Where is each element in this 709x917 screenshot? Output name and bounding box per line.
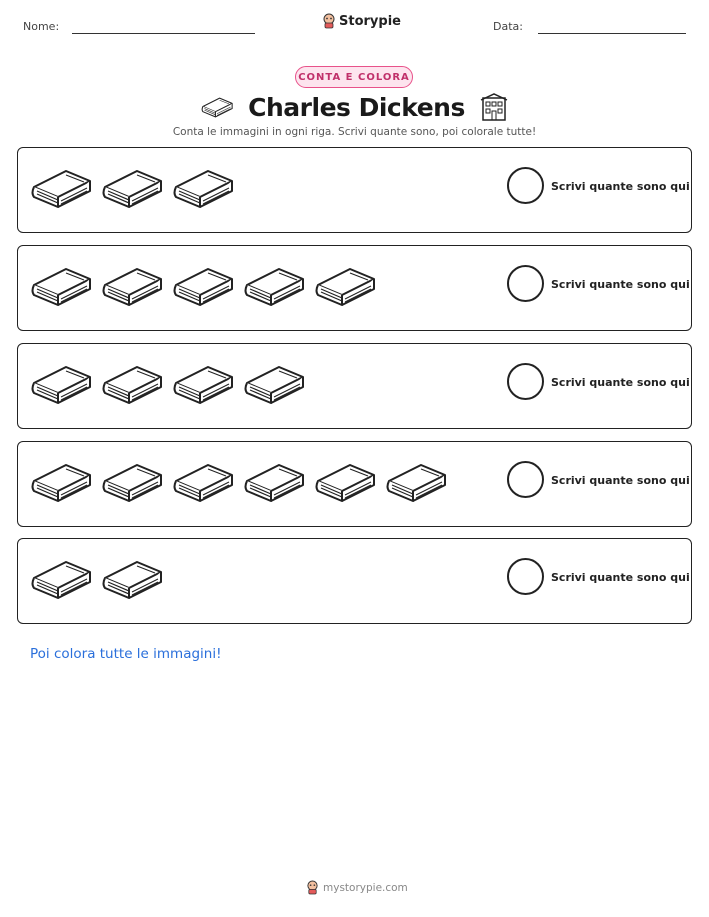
name-line[interactable] bbox=[72, 33, 255, 34]
instructions: Conta le immagini in ogni riga. Scrivi quante sono, poi colorale tutte! bbox=[172, 126, 537, 138]
answer-label: Scrivi quante sono qui bbox=[551, 571, 690, 584]
book-group bbox=[30, 263, 376, 309]
book-icon[interactable] bbox=[101, 263, 163, 309]
book-icon[interactable] bbox=[30, 361, 92, 407]
page-title: Charles Dickens bbox=[248, 92, 465, 122]
book-icon[interactable] bbox=[172, 459, 234, 505]
answer-circle[interactable] bbox=[507, 558, 544, 595]
book-icon[interactable] bbox=[101, 556, 163, 602]
site-url: mystorypie.com bbox=[323, 881, 408, 894]
book-icon[interactable] bbox=[30, 263, 92, 309]
book-group bbox=[30, 459, 447, 505]
book-icon[interactable] bbox=[172, 361, 234, 407]
book-icon[interactable] bbox=[385, 459, 447, 505]
book-icon[interactable] bbox=[243, 361, 305, 407]
answer-label: Scrivi quante sono qui bbox=[551, 376, 690, 389]
building-icon bbox=[479, 92, 509, 122]
name-label: Nome: bbox=[23, 20, 60, 33]
book-icon[interactable] bbox=[30, 556, 92, 602]
answer-label: Scrivi quante sono qui bbox=[551, 180, 690, 193]
book-group bbox=[30, 556, 163, 602]
count-row bbox=[17, 343, 692, 429]
count-row bbox=[17, 147, 692, 233]
brand-name: Storypie bbox=[339, 13, 401, 29]
book-icon[interactable] bbox=[101, 165, 163, 211]
mascot-icon bbox=[306, 880, 319, 895]
date-label: Data: bbox=[493, 20, 523, 33]
book-group bbox=[30, 361, 305, 407]
book-icon bbox=[200, 95, 234, 119]
answer-circle[interactable] bbox=[507, 167, 544, 204]
book-icon[interactable] bbox=[30, 165, 92, 211]
book-icon[interactable] bbox=[172, 165, 234, 211]
book-icon[interactable] bbox=[314, 263, 376, 309]
activity-badge: CONTA E COLORA bbox=[295, 66, 413, 88]
count-row bbox=[17, 441, 692, 527]
title-row bbox=[0, 92, 709, 122]
answer-label: Scrivi quante sono qui bbox=[551, 278, 690, 291]
mascot-icon bbox=[322, 13, 336, 29]
answer-circle[interactable] bbox=[507, 265, 544, 302]
date-line[interactable] bbox=[538, 33, 686, 34]
book-icon[interactable] bbox=[243, 459, 305, 505]
book-icon[interactable] bbox=[314, 459, 376, 505]
book-icon[interactable] bbox=[243, 263, 305, 309]
book-icon[interactable] bbox=[172, 263, 234, 309]
count-row bbox=[17, 245, 692, 331]
book-group bbox=[30, 165, 234, 211]
count-row bbox=[17, 538, 692, 624]
answer-label: Scrivi quante sono qui bbox=[551, 474, 690, 487]
brand-logo bbox=[322, 13, 401, 29]
answer-circle[interactable] bbox=[507, 363, 544, 400]
footer-site bbox=[306, 880, 408, 895]
book-icon[interactable] bbox=[101, 361, 163, 407]
book-icon[interactable] bbox=[30, 459, 92, 505]
book-icon[interactable] bbox=[101, 459, 163, 505]
answer-circle[interactable] bbox=[507, 461, 544, 498]
footer-note: Poi colora tutte le immagini! bbox=[30, 646, 222, 662]
